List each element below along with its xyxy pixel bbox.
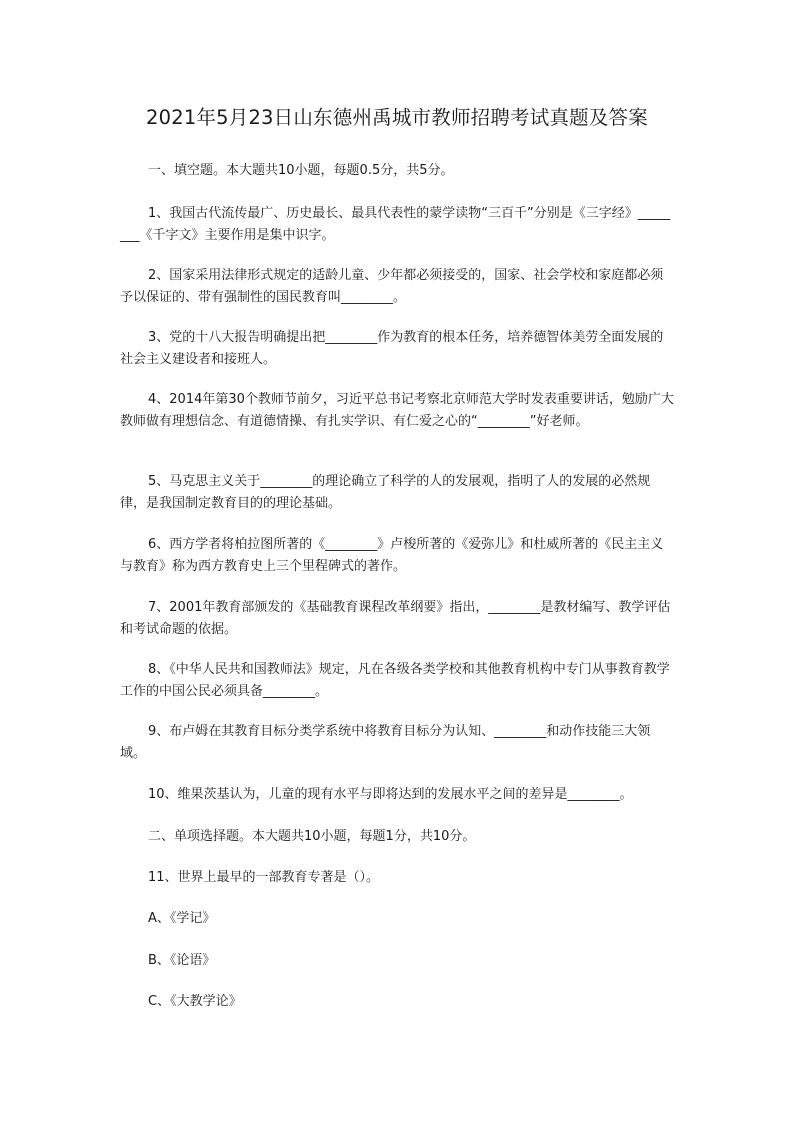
question-4: 4、2014年第30个教师节前夕，习近平总书记考察北京师范大学时发表重要讲话，勉励广大教师做有理想信念、有道德情操、有扎实学识、有仁爱之心的“________”好老师。 xyxy=(120,392,674,429)
option-b: B、《论语》 xyxy=(148,953,216,968)
option-a: A、《学记》 xyxy=(148,911,216,926)
question-8: 8、《中华人民共和国教师法》规定，凡在各级各类学校和其他教育机构中专门从事教育教学工作的中国公民必须具备________。 xyxy=(120,662,670,699)
question-7: 7、2001年教育部颁发的《基础教育课程改革纲要》指出，________是教材编写、教学评估和考试命题的依据。 xyxy=(120,600,671,637)
section-heading-multiple-choice: 二、单项选择题。本大题共10小题，每题1分，共10分。 xyxy=(148,829,476,844)
question-9: 9、布卢姆在其教育目标分类学系统中将教育目标分为认知、________和动作技能三大领域。 xyxy=(120,724,651,761)
question-1: 1、我国古代流传最广、历史最长、最具代表性的蒙学读物“三百千”分别是《三字经》________《千字文》主要作用是集中识字。 xyxy=(120,206,671,243)
option-c: C、《大教学论》 xyxy=(148,994,242,1009)
document-title: 2021年5月23日山东德州禹城市教师招聘考试真题及答案 xyxy=(146,106,648,129)
question-10: 10、维果茨基认为，儿童的现有水平与即将达到的发展水平之间的差异是________。 xyxy=(148,787,633,802)
question-11: 11、世界上最早的一部教育专著是（）。 xyxy=(148,870,380,885)
section-heading-fill-in: 一、填空题。本大题共10小题，每题0.5分，共5分。 xyxy=(148,163,454,178)
question-3: 3、党的十八大报告明确提出把________作为教育的根本任务，培养德智体美劳全面发展的社会主义建设者和接班人。 xyxy=(120,330,664,367)
question-2: 2、国家采用法律形式规定的适龄儿童、少年都必须接受的，国家、社会学校和家庭都必须予以保证的、带有强制性的国民教育叫________。 xyxy=(120,268,664,305)
question-6: 6、西方学者将柏拉图所著的《________》卢梭所著的《爱弥儿》和杜威所著的《民主主义与教育》称为西方教育史上三个里程碑式的著作。 xyxy=(120,537,664,574)
question-5: 5、马克思主义关于________的理论确立了科学的人的发展观，指明了人的发展的必然规律，是我国制定教育目的的理论基础。 xyxy=(120,474,651,511)
